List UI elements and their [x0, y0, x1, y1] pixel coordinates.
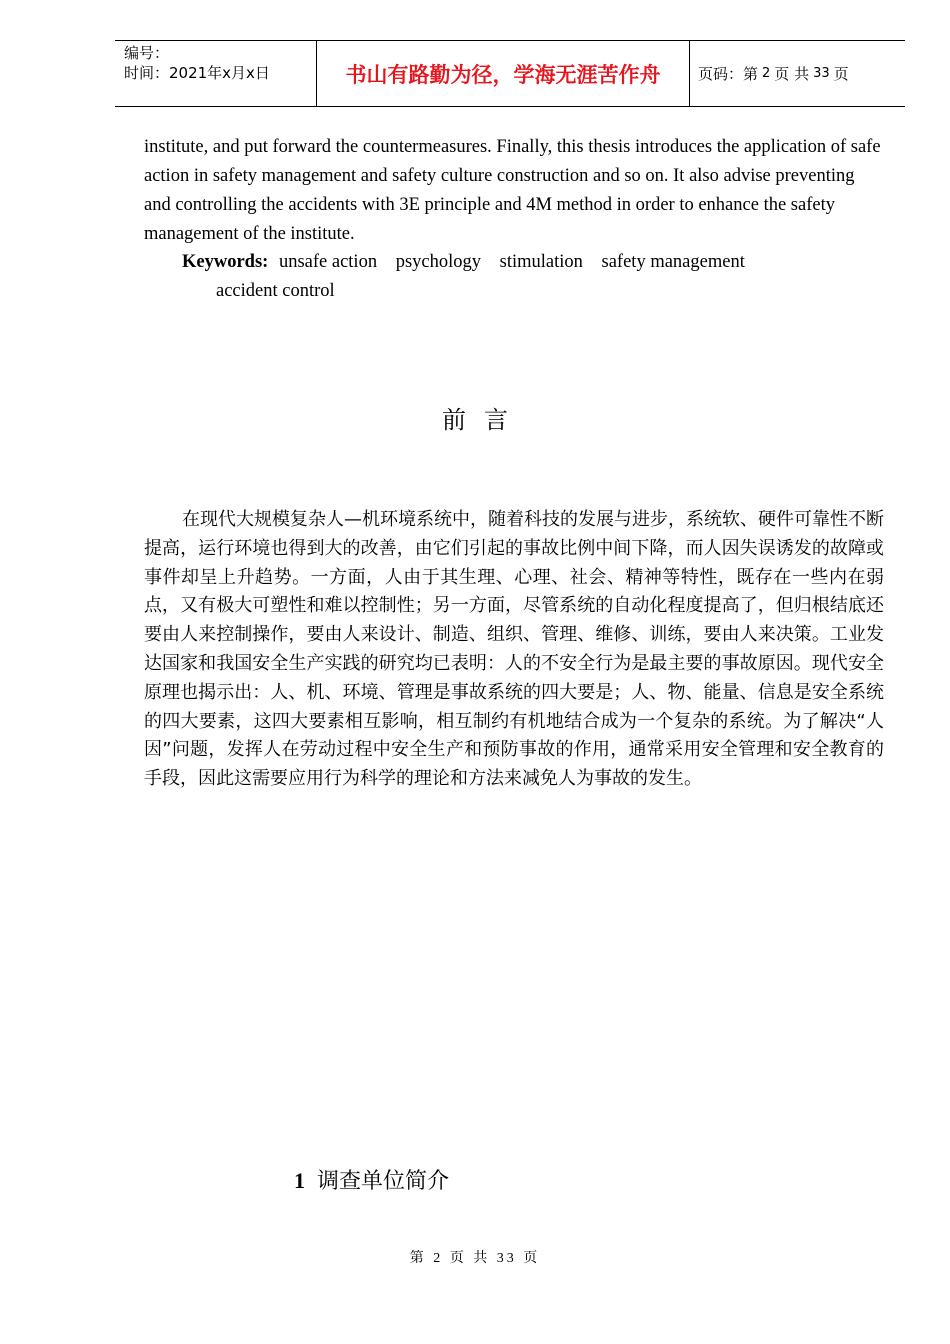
page-end: 页 — [833, 65, 849, 83]
page-footer: 第 2 页 共 33 页 — [409, 1251, 541, 1266]
keywords-line-2: accident control — [216, 281, 335, 301]
keyword: safety management — [601, 252, 745, 272]
header-motto: 书山有路勤为径，学海无涯苦作舟 — [316, 41, 690, 106]
keywords-label: Keywords: — [182, 252, 269, 272]
page-mid: 页 共 — [774, 65, 810, 83]
keywords-line — [182, 248, 882, 277]
keyword: stimulation — [499, 252, 583, 272]
header-page-number — [690, 41, 905, 106]
header-meta — [115, 41, 316, 106]
preface-body: 在现代大规模复杂人—机环境系统中，随着科技的发展与进步，系统软、硬件可靠性不断提高，运行环境也得到大的改善，由它们引起的事故比例中间下降，而人因失误诱发的故障或事件却呈上升趋势。一方面，人由于其生理、心理、社会、精神等特性，既存在一些内在弱点，又有极大可塑性和难以控制性；另一方面，尽管系统的自动化程度提高了，但归根结底还要由人来控制操作，要由人来设计、制造、组织、管理、维修、训练，要由人来决策。工业发达国家和我国安全生产实践的研究均已表明：人的不安全行为是最主要的事故原因。现代安全原理也揭示出：人、机、环境、管理是事故系统的四大要是；人、物、能量、信息是安全系统的四大要素，这四大要素相互影响，相互制约有机地结合成为一个复杂的系统。为了解决“人因”问题，发挥人在劳动过程中安全生产和预防事故的作用，通常采用安全管理和安全教育的手段，因此这需要应用行为科学的理论和方法来减免人为事故的发生。 — [144, 509, 884, 790]
section-number: 1 — [294, 1168, 305, 1193]
abstract-paragraph: institute, and put forward the countermeasures. Finally, this thesis introduces the application of safe action in safety management and safety culture construction and so on. It also advise preventing and controlling the accidents with 3E principle and 4M method in order to enhance the safety management of the institute. — [144, 137, 881, 244]
page-label: 页码：第 — [698, 65, 759, 83]
document-time: 时间：2021年x月x日 — [124, 64, 270, 82]
section-title: 调查单位简介 — [317, 1169, 450, 1194]
page-current: 2 — [762, 66, 771, 81]
page-total: 33 — [813, 66, 830, 81]
keyword: psychology — [395, 252, 482, 272]
page-header — [115, 40, 905, 107]
document-number-label: 编号： — [124, 44, 170, 62]
preface-heading: 前言 — [442, 406, 526, 434]
keyword: unsafe action — [278, 252, 378, 272]
section-heading — [294, 1164, 449, 1195]
